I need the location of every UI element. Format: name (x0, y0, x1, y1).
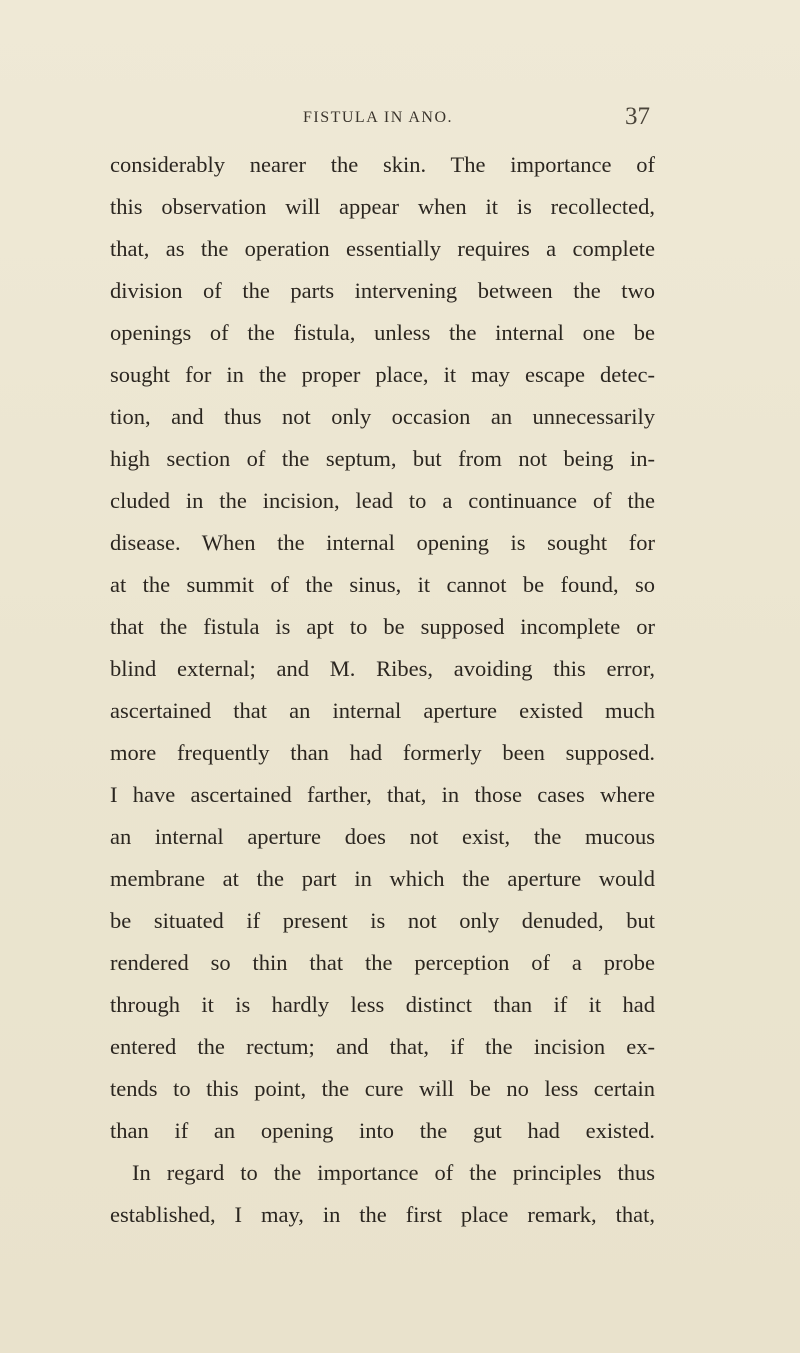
text-line: considerably nearer the skin. The importance of (110, 152, 655, 177)
text-line: cluded in the incision, lead to a continuance of the (110, 488, 655, 513)
text-line: tion, and thus not only occasion an unnecessarily (110, 404, 655, 429)
text-line: sought for in the proper place, it may escape detec- (110, 362, 655, 387)
text-line: that, as the operation essentially requires a complete (110, 236, 655, 261)
text-line: blind external; and M. Ribes, avoiding this error, (110, 656, 655, 681)
running-title: FISTULA IN ANO. (302, 109, 454, 126)
running-header (0, 103, 800, 143)
text-line: rendered so thin that the perception of a probe (110, 950, 655, 975)
text-line: this observation will appear when it is recollected, (110, 194, 655, 219)
text-line: division of the parts intervening between the two (110, 278, 655, 303)
text-line: I have ascertained farther, that, in those cases where (110, 782, 655, 807)
text-line: membrane at the part in which the aperture would (110, 866, 655, 891)
text-line: at the summit of the sinus, it cannot be found, so (110, 572, 655, 597)
text-line: tends to this point, the cure will be no less certain (110, 1076, 655, 1101)
paragraph-first-line: In regard to the importance of the principles thus (132, 1160, 655, 1185)
text-line: than if an opening into the gut had existed. (110, 1118, 655, 1143)
text-line: openings of the fistula, unless the internal one be (110, 320, 655, 345)
text-line: established, I may, in the first place remark, that, (110, 1202, 655, 1227)
text-line: an internal aperture does not exist, the mucous (110, 824, 655, 849)
text-line: through it is hardly less distinct than if it had (110, 992, 655, 1017)
text-line: ascertained that an internal aperture existed much (110, 698, 655, 723)
text-line: disease. When the internal opening is sought for (110, 530, 655, 555)
page-number: 37 (625, 103, 650, 130)
text-line: be situated if present is not only denuded, but (110, 908, 655, 933)
text-line: high section of the septum, but from not being in- (110, 446, 655, 471)
text-line: entered the rectum; and that, if the incision ex- (110, 1034, 655, 1059)
text-line: that the fistula is apt to be supposed incomplete or (110, 614, 655, 639)
text-line: more frequently than had formerly been supposed. (110, 740, 655, 765)
body-text (110, 144, 655, 1236)
